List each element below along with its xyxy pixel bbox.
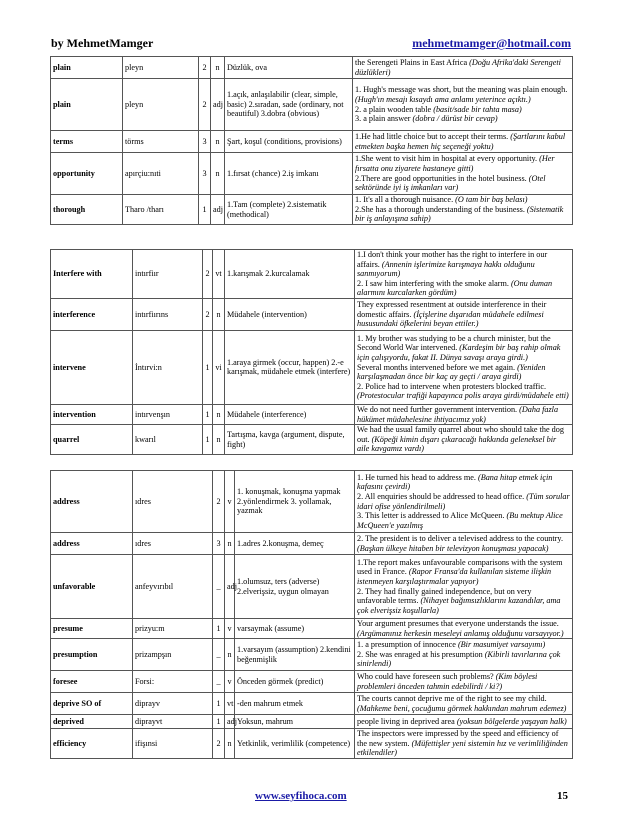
table-row — [51, 298, 573, 330]
example-translation: (Şartlarını kabul etmekten başka hemen hiç seçeneği yoktu) — [355, 131, 566, 151]
table-row — [51, 195, 573, 225]
frequency: 1 — [199, 195, 211, 225]
part-of-speech: n — [211, 57, 225, 79]
meaning: 1.açık, anlaşılabilir (clear, simple, basic) 2.sıradan, sade (ordinary, not beautiful) 3.dobra (obvious) — [225, 79, 353, 131]
example-sentence — [357, 511, 570, 530]
meaning: Düzlük, ova — [225, 57, 353, 79]
part-of-speech: n — [225, 639, 235, 671]
example-english: Who could have foreseen such problems? — [357, 672, 496, 682]
example-translation: (Sistematik bir iş anlayışına sahip) — [355, 204, 564, 224]
word: intervene — [51, 330, 133, 404]
examples — [353, 79, 573, 131]
word: terms — [51, 131, 123, 153]
example-translation: (Protestocular trafiği kapayınca polis araya girdi/müdahele etti) — [357, 391, 569, 401]
table-row — [51, 555, 573, 619]
example-english: 2. Police had to intervene when protesters blocked traffic. — [357, 381, 547, 391]
example-translation: (Tüm sorular idari ofise yönlendirilmeli) — [357, 491, 570, 511]
meaning: Tartışma, kavga (argument, dispute, fight) — [225, 425, 355, 455]
table-row — [51, 715, 573, 729]
example-sentence — [355, 195, 570, 205]
part-of-speech: v — [225, 471, 235, 533]
part-of-speech: v — [225, 671, 235, 693]
table-row — [51, 153, 573, 195]
example-english: 3. a plain answer — [355, 114, 413, 124]
part-of-speech: n — [211, 153, 225, 195]
word: intervention — [51, 404, 133, 424]
examples — [355, 250, 573, 299]
example-english: Several months intervened before we met again. — [357, 362, 518, 372]
word: foresee — [51, 671, 133, 693]
examples — [355, 533, 573, 555]
meaning: Yetkinlik, verimlilik (competence) — [235, 729, 355, 759]
table-row — [51, 79, 573, 131]
example-translation: (Doğu Afrika'daki Serengeti düzlükleri) — [355, 57, 561, 77]
examples — [355, 404, 573, 424]
part-of-speech: adj — [225, 715, 235, 729]
example-translation: (Köpeği kimin dışarı çıkaracağı hakkında geleneksel bir aile kavgamız vardı) — [357, 434, 557, 454]
example-sentence — [357, 694, 570, 713]
example-translation: (Onu duman alarmını kurcalarken gördüm) — [357, 278, 553, 298]
word: quarrel — [51, 425, 133, 455]
example-sentence — [357, 425, 570, 454]
example-sentence — [355, 174, 570, 193]
example-sentence — [355, 105, 570, 115]
frequency: 1 — [213, 619, 225, 639]
example-english: 3. This letter is addressed to Alice McQueen. — [357, 511, 507, 521]
meaning: Şart, koşul (conditions, provisions) — [225, 131, 353, 153]
pronunciation: Tharo /tharı — [123, 195, 199, 225]
table-row — [51, 639, 573, 671]
pronunciation: pleyn — [123, 57, 199, 79]
example-sentence — [357, 650, 570, 669]
word: thorough — [51, 195, 123, 225]
meaning: -den mahrum etmek — [235, 693, 355, 715]
vocab-table-2 — [50, 249, 573, 455]
examples — [355, 298, 573, 330]
frequency: 3 — [213, 533, 225, 555]
word: presume — [51, 619, 133, 639]
word: presumption — [51, 639, 133, 671]
table-row — [51, 729, 573, 759]
examples — [355, 693, 573, 715]
meaning: 1.olumsuz, ters (adverse) 2.elverişsiz, uygun olmayan — [235, 555, 355, 619]
example-sentence — [357, 640, 570, 650]
example-sentence — [355, 58, 570, 77]
pronunciation: intırfiır — [133, 250, 203, 299]
examples — [355, 671, 573, 693]
meaning: Yoksun, mahrum — [235, 715, 355, 729]
example-english: 1. He turned his head to address me. — [357, 472, 478, 482]
frequency: _ — [213, 555, 225, 619]
pronunciation: İntırvi:n — [133, 330, 203, 404]
example-sentence — [355, 114, 570, 124]
example-english: the Serengeti Plains in East Africa — [355, 57, 470, 67]
examples — [353, 153, 573, 195]
meaning: Müdahele (interference) — [225, 404, 355, 424]
example-sentence — [355, 132, 570, 151]
example-sentence — [357, 672, 570, 691]
pronunciation: diprayv — [133, 693, 213, 715]
part-of-speech: v — [225, 619, 235, 639]
example-translation: (Müfettişler yeni sistemin hız ve verimliliğinden etkilendiler) — [357, 738, 568, 758]
meaning: Müdahele (intervention) — [225, 298, 355, 330]
examples — [353, 131, 573, 153]
example-english: The inspectors were impressed by the speed and efficiency of the new system. — [357, 729, 559, 748]
example-translation: (basit/sade bir tahta masa) — [433, 104, 522, 114]
frequency: 2 — [203, 298, 213, 330]
example-english: Your argument presumes that everyone understands the issue. — [357, 619, 559, 628]
frequency: 1 — [213, 715, 225, 729]
example-sentence — [357, 473, 570, 492]
examples — [355, 619, 573, 639]
example-english: 1. a presumption of innocence — [357, 640, 458, 650]
example-english: 2. All enquiries should be addressed to head office. — [357, 491, 527, 501]
page-header — [51, 36, 571, 52]
pronunciation: ıdres — [133, 471, 213, 533]
table-row — [51, 57, 573, 79]
word: address — [51, 533, 133, 555]
example-sentence — [357, 300, 570, 329]
pronunciation: Forsi: — [133, 671, 213, 693]
table-row — [51, 693, 573, 715]
frequency: 2 — [203, 250, 213, 299]
part-of-speech: n — [213, 404, 225, 424]
example-translation: (Mahkeme beni, çocuğumu görmek hakkından mahrum edemez) — [357, 703, 567, 713]
part-of-speech: n — [213, 425, 225, 455]
word: deprived — [51, 715, 133, 729]
pronunciation: intırfiırıns — [133, 298, 203, 330]
example-english: 1. My brother was studying to be a church minister, but the Second World War intervened. — [357, 333, 551, 353]
example-translation: (Hugh'ın mesajı kısaydı ama anlamı yeterince açıktı.) — [355, 94, 531, 104]
example-sentence — [357, 363, 570, 382]
example-sentence — [355, 205, 570, 224]
example-translation: (Bana hitap etmek için kafasını çevirdi) — [357, 472, 553, 492]
example-sentence — [357, 619, 570, 638]
table-row — [51, 533, 573, 555]
website-link[interactable]: www.seyfihoca.com — [255, 790, 347, 802]
example-sentence — [357, 534, 570, 553]
example-translation: (Annenin işlerimize karışmaya hakkı olduğunu sanmıyorum) — [357, 259, 535, 279]
part-of-speech: adj — [211, 195, 225, 225]
example-sentence — [357, 405, 570, 424]
frequency: 2 — [199, 57, 211, 79]
example-english: 1.She went to visit him in hospital at every opportunity. — [355, 154, 540, 164]
word: plain — [51, 79, 123, 131]
examples — [355, 471, 573, 533]
page-number: 15 — [557, 790, 568, 802]
pronunciation: anfeyvırıbıl — [133, 555, 213, 619]
frequency: 1 — [213, 693, 225, 715]
frequency: 1 — [203, 330, 213, 404]
table-row — [51, 619, 573, 639]
part-of-speech: n — [225, 729, 235, 759]
example-english: 1.I don't think your mother has the right to interfere in our affairs. — [357, 250, 548, 269]
pronunciation: intırvenşın — [133, 404, 203, 424]
table-row — [51, 250, 573, 299]
meaning: 1. konuşmak, konuşma yapmak 2.yönlendirmek 3. yollamak, yazmak — [235, 471, 355, 533]
word: deprive SO of — [51, 693, 133, 715]
word: opportunity — [51, 153, 123, 195]
part-of-speech: adj — [225, 555, 235, 619]
example-translation: (Bir masumiyet varsayımı) — [457, 640, 546, 650]
example-translation: (Kim böylesi problemleri önceden tahmin edebilirdi / ki?) — [357, 672, 538, 691]
example-english: 1. Hugh's message was short, but the meaning was plain enough. — [355, 85, 568, 95]
example-english: 1.The report makes unfavourable comparisons with the system used in France. — [357, 557, 563, 577]
pronunciation: törms — [123, 131, 199, 153]
frequency: 2 — [213, 729, 225, 759]
examples — [355, 555, 573, 619]
example-translation: (Rapor Fransa'da kullanılan sisteme ilişkin istenmeyen karşılaştırmalar yapıyor) — [357, 567, 552, 586]
examples — [355, 715, 573, 729]
vocab-table-1 — [50, 56, 573, 225]
pronunciation: ifişınsi — [133, 729, 213, 759]
word: Interfere with — [51, 250, 133, 299]
pronunciation: prizyu:m — [133, 619, 213, 639]
frequency: 3 — [199, 153, 211, 195]
example-translation: (Her fırsatta onu ziyarete hastaneye gitti) — [355, 154, 555, 173]
example-english: The courts cannot deprive me of the right to see my child. — [357, 694, 547, 704]
meaning: 1.karışmak 2.kurcalamak — [225, 250, 355, 299]
author-name: by MehmetMamger — [51, 36, 154, 50]
example-translation: (Başkan ülkeye hitaben bir televizyon konuşması yapacak) — [357, 543, 549, 553]
example-translation: (Otel sektöründe iyi iş imkanları var) — [355, 173, 546, 193]
pronunciation: kwarıl — [133, 425, 203, 455]
frequency: 1 — [203, 404, 213, 424]
example-sentence — [357, 717, 570, 727]
example-translation: (yoksun bölgelerde yaşayan halk) — [456, 716, 567, 726]
examples — [353, 57, 573, 79]
meaning: Önceden görmek (predict) — [235, 671, 355, 693]
meaning: 1.fırsat (chance) 2.iş imkanı — [225, 153, 353, 195]
word: efficiency — [51, 729, 133, 759]
example-sentence — [357, 250, 570, 279]
example-english: We had the usual family quarrel about who should take the dog out. — [357, 425, 564, 444]
example-english: 2.She has a thorough understanding of the business. — [355, 204, 527, 214]
author-email-link[interactable]: mehmetmamger@hotmail.com — [412, 36, 571, 50]
example-translation: (Kardeşim bir baş rahip olmak için çalışıyordu, fakat II. Dünya savaşı araya girdi.) — [357, 343, 561, 363]
example-english: 2. The president is to deliver a televised address to the country. — [357, 533, 563, 543]
example-english: 2. She was enraged at his presumption — [357, 649, 485, 659]
part-of-speech: vt — [225, 693, 235, 715]
table-row — [51, 131, 573, 153]
example-translation: (dobra / dürüst bir cevap) — [412, 114, 498, 124]
pronunciation: pleyn — [123, 79, 199, 131]
example-sentence — [355, 85, 570, 104]
part-of-speech: adj — [211, 79, 225, 131]
example-translation: (Yeniden karşılaşmadan önce bir kaç ay geçti / araya girdi) — [357, 362, 546, 382]
example-english: 1. It's all a thorough nuisance. — [355, 195, 456, 205]
example-sentence — [357, 382, 570, 401]
meaning: 1.varsayım (assumption) 2.kendini beğenmişlik — [235, 639, 355, 671]
example-english: 2. I saw him interfering with the smoke alarm. — [357, 278, 511, 288]
example-sentence — [357, 492, 570, 511]
frequency: 2 — [199, 79, 211, 131]
example-translation: (Bu mektup Alice McQueen'e yazılmış — [357, 511, 563, 530]
vocab-table-3 — [50, 470, 573, 759]
table-row — [51, 404, 573, 424]
example-translation: (Argümanınız herkesin meseleyi anlamış olduğunu varsayıyor.) — [357, 628, 564, 638]
example-english: 2.There are good opportunities in the hotel business. — [355, 173, 529, 183]
meaning: varsaymak (assume) — [235, 619, 355, 639]
part-of-speech: vi — [213, 330, 225, 404]
word: plain — [51, 57, 123, 79]
example-translation: (Daha fazla hükümet müdahelesine ihtiyacımız yok) — [357, 404, 559, 424]
example-sentence — [357, 279, 570, 298]
part-of-speech: vt — [213, 250, 225, 299]
examples — [355, 425, 573, 455]
example-english: 2. They had finally gained independence, but on very unfavorable terms. — [357, 586, 532, 606]
meaning: 1.araya girmek (occur, happen) 2.-e karışmak, müdahele etmek (interfere) — [225, 330, 355, 404]
frequency: 2 — [213, 471, 225, 533]
example-translation: (Nihayet bağımsızlıklarını kazandılar, ama çok elverişsiz koşullarla) — [357, 596, 561, 615]
table-row — [51, 471, 573, 533]
example-sentence — [357, 558, 570, 587]
table-row — [51, 671, 573, 693]
example-english: They expressed resentment at outside interference in their domestic affairs. — [357, 300, 547, 319]
word: interference — [51, 298, 133, 330]
part-of-speech: n — [225, 533, 235, 555]
example-english: We do not need further government intervention. — [357, 404, 520, 414]
part-of-speech: n — [211, 131, 225, 153]
meaning: 1.Tam (complete) 2.sistematik (methodical) — [225, 195, 353, 225]
frequency: _ — [213, 671, 225, 693]
table-row — [51, 330, 573, 404]
pronunciation: prizampşın — [133, 639, 213, 671]
examples — [355, 639, 573, 671]
pronunciation: diprayvt — [133, 715, 213, 729]
part-of-speech: n — [213, 298, 225, 330]
example-translation: (O tam bir baş belası) — [455, 195, 528, 205]
word: unfavorable — [51, 555, 133, 619]
example-translation: (Kibirli tavırlarına çok sinirlendi) — [357, 649, 561, 669]
frequency: 1 — [203, 425, 213, 455]
meaning: 1.adres 2.konuşma, demeç — [235, 533, 355, 555]
word: address — [51, 471, 133, 533]
pronunciation: ıdres — [133, 533, 213, 555]
examples — [355, 729, 573, 759]
table-row — [51, 425, 573, 455]
pronunciation: apırçiu:nıti — [123, 153, 199, 195]
examples — [353, 195, 573, 225]
example-sentence — [357, 729, 570, 758]
example-english: 2. a plain wooden table — [355, 104, 434, 114]
examples — [355, 330, 573, 404]
example-sentence — [357, 334, 570, 363]
example-sentence — [355, 154, 570, 173]
example-translation: (İçişlerine dışarıdan müdahele edilmesi hususundaki öfkelerini beyan ettiler.) — [357, 309, 544, 329]
frequency: _ — [213, 639, 225, 671]
frequency: 3 — [199, 131, 211, 153]
example-english: 1.He had little choice but to accept their terms. — [355, 131, 511, 141]
example-english: people living in deprived area — [357, 716, 457, 726]
example-sentence — [357, 587, 570, 616]
